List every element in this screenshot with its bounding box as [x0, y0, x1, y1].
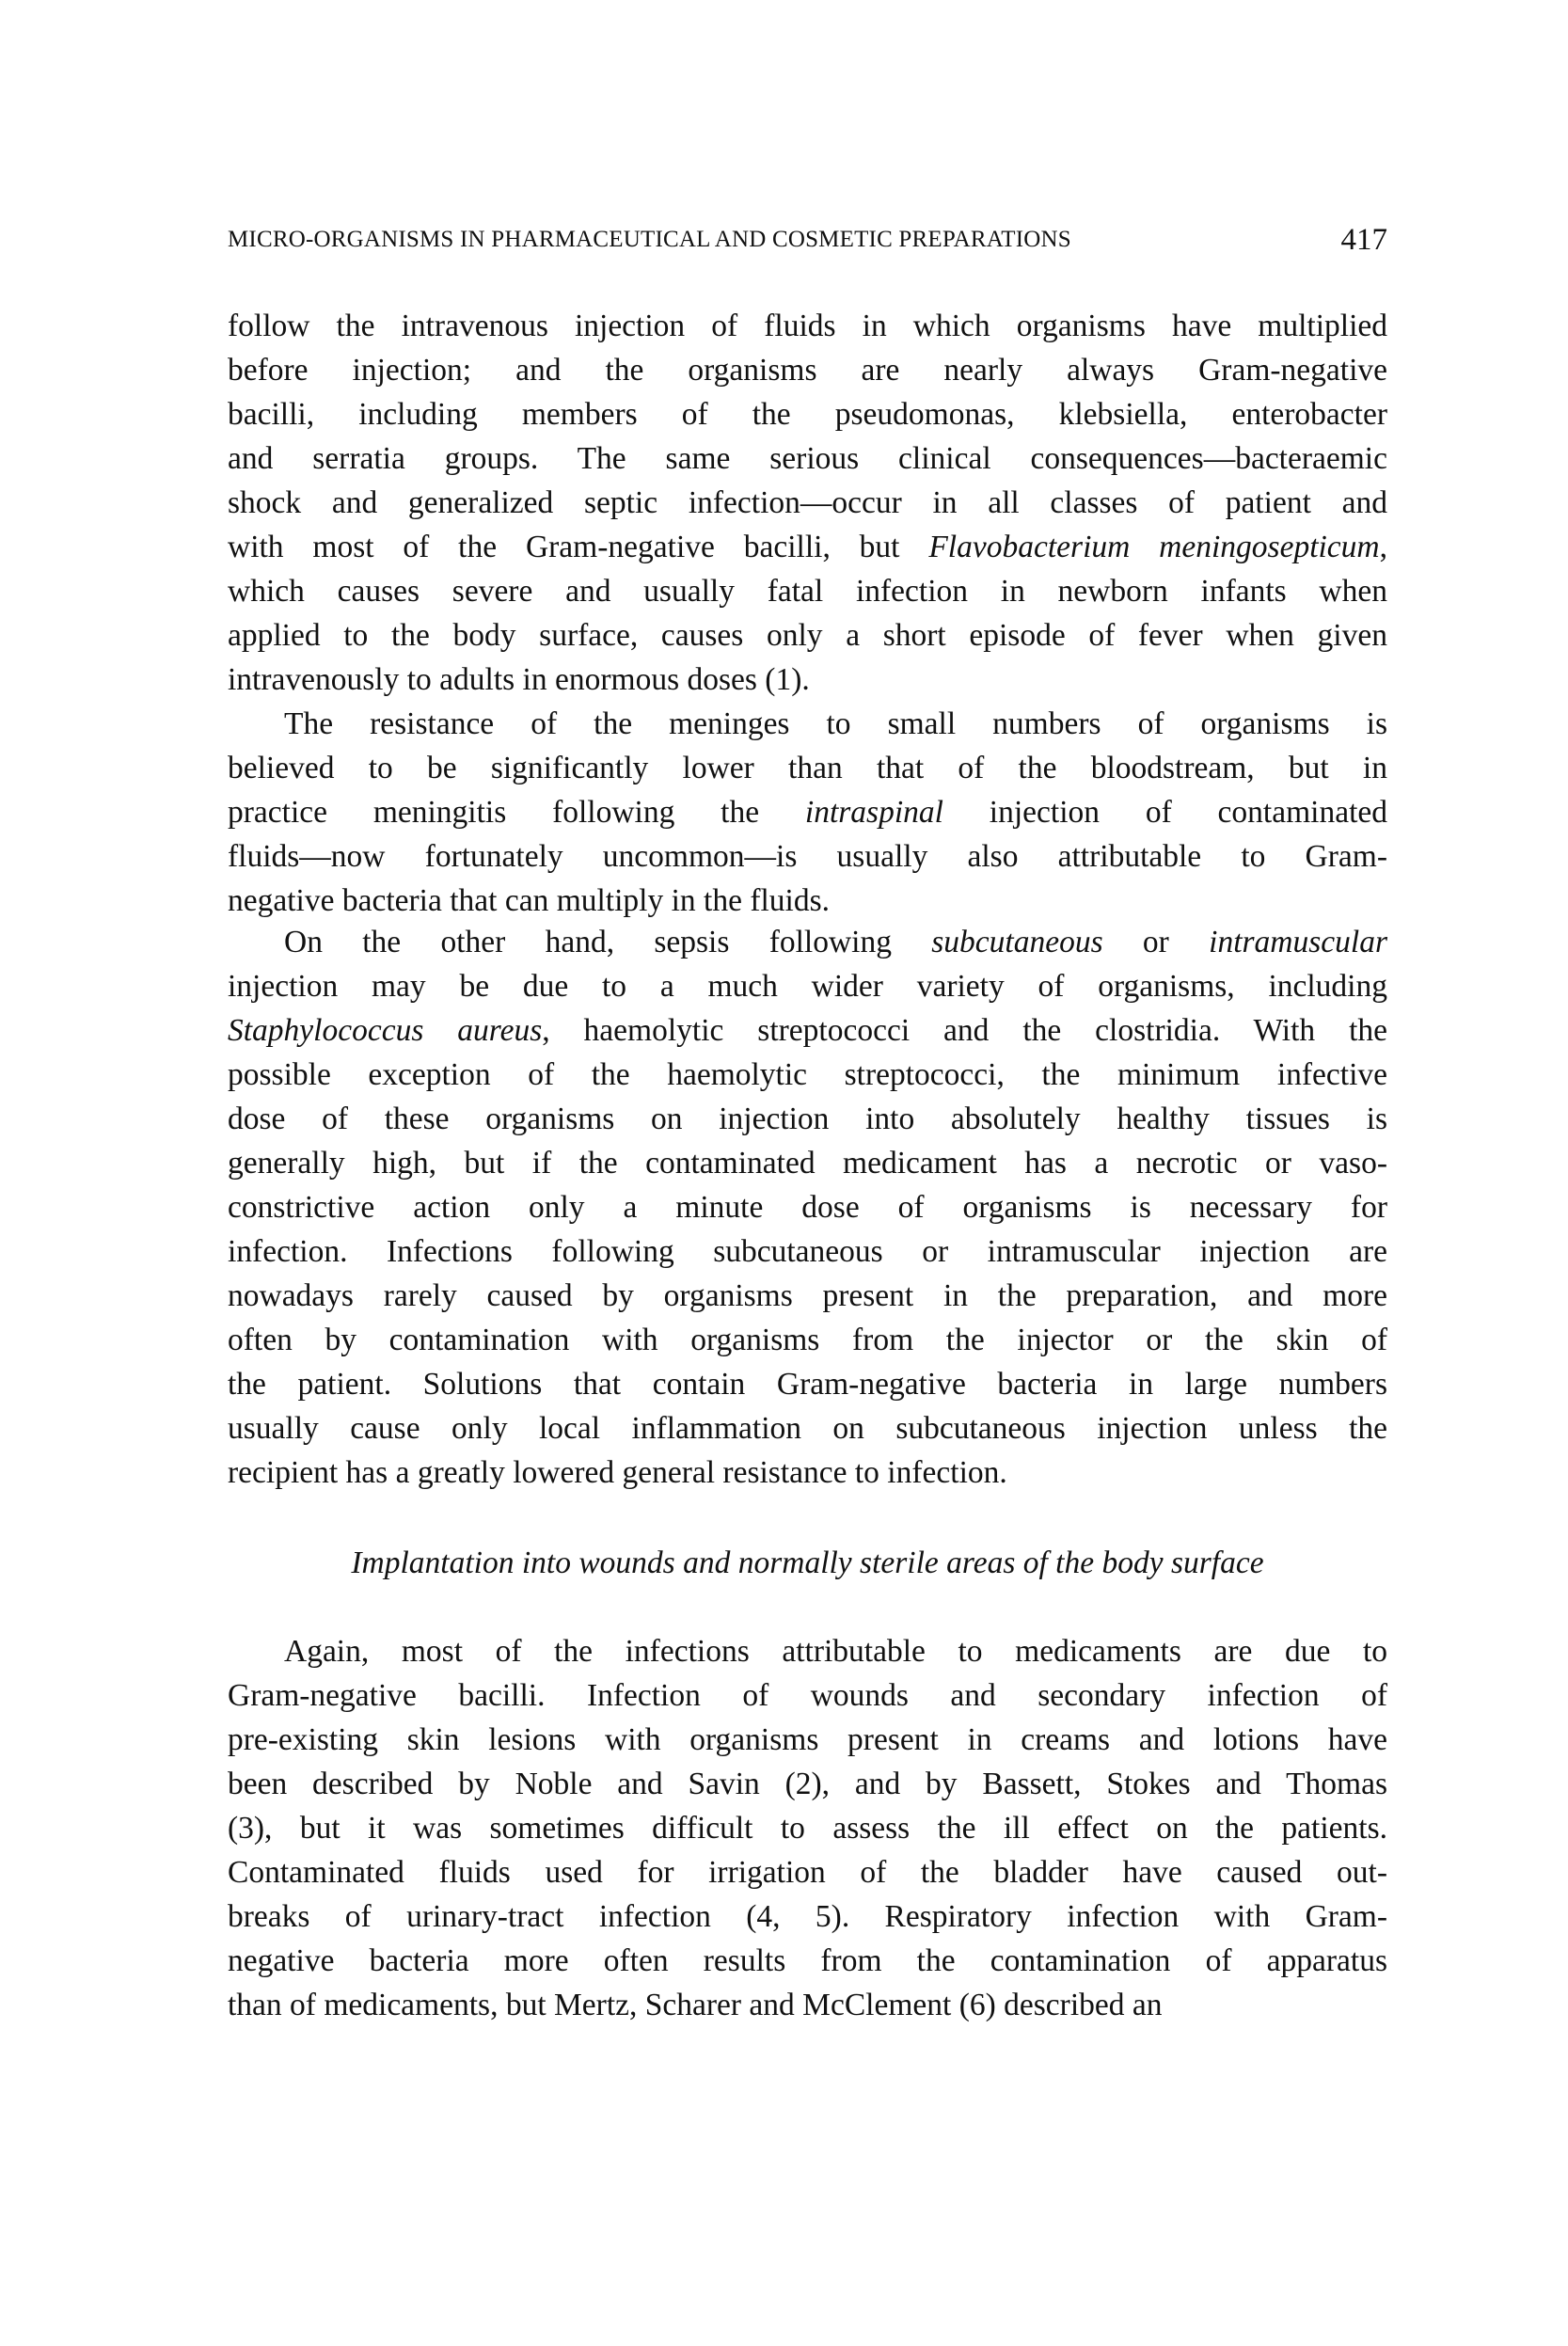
- section-heading: [228, 1541, 1387, 1585]
- text-run: dose of these organisms on injection into absolutely healthy tissues is: [228, 1101, 1387, 1136]
- running-head: [228, 218, 1387, 262]
- italic-text: Flavobacterium meningosepticum: [928, 529, 1380, 564]
- italic-text: subcutaneous: [931, 924, 1103, 959]
- text-run: Contaminated fluids used for irrigation of the bladder have caused out-: [228, 1854, 1387, 1890]
- text-run: breaks of urinary-tract infection (4, 5). Respiratory infection with Gram-: [228, 1898, 1387, 1934]
- text-run: pre-existing skin lesions with organisms present in creams and lotions have: [228, 1721, 1387, 1757]
- paragraph-line: [228, 1008, 1387, 1053]
- paragraph-line: [228, 1141, 1387, 1185]
- paragraph-line: [228, 1318, 1387, 1362]
- text-run: than of medicaments, but Mertz, Scharer and McClement (6) described an: [228, 1987, 1163, 2022]
- text-run: , haemolytic streptococci and the clostridia. With the: [542, 1012, 1387, 1048]
- text-run: bacilli, including members of the pseudomonas, klebsiella, enterobacter: [228, 396, 1387, 432]
- paragraph-line: [228, 879, 1387, 923]
- running-head-title: MICRO-ORGANISMS IN PHARMACEUTICAL AND COSMETIC PREPARATIONS: [228, 227, 1071, 252]
- italic-text: intraspinal: [804, 794, 943, 830]
- paragraph-line: [228, 392, 1387, 436]
- paragraph-line: [284, 1629, 1387, 1673]
- paragraph-line: [284, 702, 1387, 746]
- paragraph-line: [228, 481, 1387, 525]
- italic-text: intramuscular: [1209, 924, 1387, 959]
- text-run: applied to the body surface, causes only a short episode of fever when given: [228, 617, 1387, 653]
- text-run: negative bacteria more often results from the contamination of apparatus: [228, 1942, 1387, 1978]
- text-run: follow the intravenous injection of fluids in which organisms have multiplied: [228, 308, 1387, 343]
- paragraph-line: [228, 1274, 1387, 1318]
- text-run: generally high, but if the contaminated medicament has a necrotic or vaso-: [228, 1145, 1387, 1181]
- text-run: possible exception of the haemolytic streptococci, the minimum infective: [228, 1056, 1387, 1092]
- paragraph-line: [228, 834, 1387, 879]
- paragraph-line: [228, 1450, 1387, 1495]
- text-run: and serratia groups. The same serious clinical consequences—bacteraemic: [228, 440, 1387, 476]
- text-run: negative bacteria that can multiply in the fluids.: [228, 882, 831, 918]
- paragraph-line: [228, 1185, 1387, 1229]
- text-run: injection may be due to a much wider variety of organisms, including: [228, 968, 1387, 1004]
- paragraph-line: [228, 1229, 1387, 1274]
- text-run: nowadays rarely caused by organisms present in the preparation, and more: [228, 1277, 1387, 1313]
- paragraph-line: [228, 1097, 1387, 1141]
- paragraph-line: [228, 790, 1387, 834]
- text-run: Again, most of the infections attributable to medicaments are due to: [284, 1633, 1387, 1669]
- italic-text: Staphylococcus aureus: [228, 1012, 543, 1048]
- paragraph-line: [228, 1939, 1387, 1983]
- text-run: intravenously to adults in enormous doses (1).: [228, 661, 810, 697]
- paragraph-line: [284, 920, 1387, 964]
- text-run: shock and generalized septic infection—occur in all classes of patient and: [228, 484, 1387, 520]
- paragraph-line: [228, 1053, 1387, 1097]
- paragraph-line: [228, 1894, 1387, 1939]
- text-run: usually cause only local inflammation on subcutaneous injection unless the: [228, 1410, 1387, 1446]
- paragraph-line: [228, 613, 1387, 658]
- paragraph-line: [228, 658, 1387, 702]
- paragraph-line: [228, 348, 1387, 392]
- text-run: believed to be significantly lower than that of the bloodstream, but in: [228, 750, 1387, 785]
- paragraph-line: [228, 1362, 1387, 1406]
- text-run: which causes severe and usually fatal infection in newborn infants when: [228, 573, 1387, 609]
- text-run: On the other hand, sepsis following: [284, 924, 932, 959]
- text-run: fluids—now fortunately uncommon—is usually also attributable to Gram-: [228, 838, 1387, 874]
- text-run: often by contamination with organisms from the injector or the skin of: [228, 1322, 1387, 1357]
- paragraph-line: [228, 1850, 1387, 1894]
- paragraph-line: [228, 1718, 1387, 1762]
- paragraph-line: [228, 1673, 1387, 1718]
- text-run: (3), but it was sometimes difficult to assess the ill effect on the patients.: [228, 1810, 1387, 1846]
- text-run: Gram-negative bacilli. Infection of wounds and secondary infection of: [228, 1677, 1387, 1713]
- paragraph-line: [228, 304, 1387, 348]
- text-run: The resistance of the meninges to small numbers of organisms is: [284, 705, 1387, 741]
- paragraph-line: [228, 436, 1387, 481]
- paragraph-line: [228, 1806, 1387, 1850]
- paragraph-line: [228, 525, 1387, 569]
- italic-text: Implantation into wounds and normally sterile areas of the body surface: [351, 1545, 1264, 1580]
- text-run: practice meningitis following the: [228, 794, 805, 830]
- paragraph-line: [228, 964, 1387, 1008]
- text-run: infection. Infections following subcutaneous or intramuscular injection are: [228, 1233, 1387, 1269]
- text-run: the patient. Solutions that contain Gram-negative bacteria in large numbers: [228, 1366, 1387, 1402]
- text-run: injection of contaminated: [942, 794, 1387, 830]
- text-run: constrictive action only a minute dose of organisms is necessary for: [228, 1189, 1387, 1225]
- text-run: or: [1102, 924, 1210, 959]
- paragraph-line: [228, 1762, 1387, 1806]
- text-run: been described by Noble and Savin (2), and by Bassett, Stokes and Thomas: [228, 1766, 1387, 1801]
- text-run: recipient has a greatly lowered general resistance to infection.: [228, 1454, 1007, 1490]
- text-run: with most of the Gram-negative bacilli, but: [228, 529, 929, 564]
- paragraph-line: [228, 1983, 1387, 2027]
- paragraph-line: [228, 746, 1387, 790]
- paragraph-line: [228, 1406, 1387, 1450]
- page-number: 417: [1340, 223, 1387, 257]
- paragraph-line: [228, 569, 1387, 613]
- text-run: ,: [1379, 529, 1387, 564]
- text-run: before injection; and the organisms are nearly always Gram-negative: [228, 352, 1387, 388]
